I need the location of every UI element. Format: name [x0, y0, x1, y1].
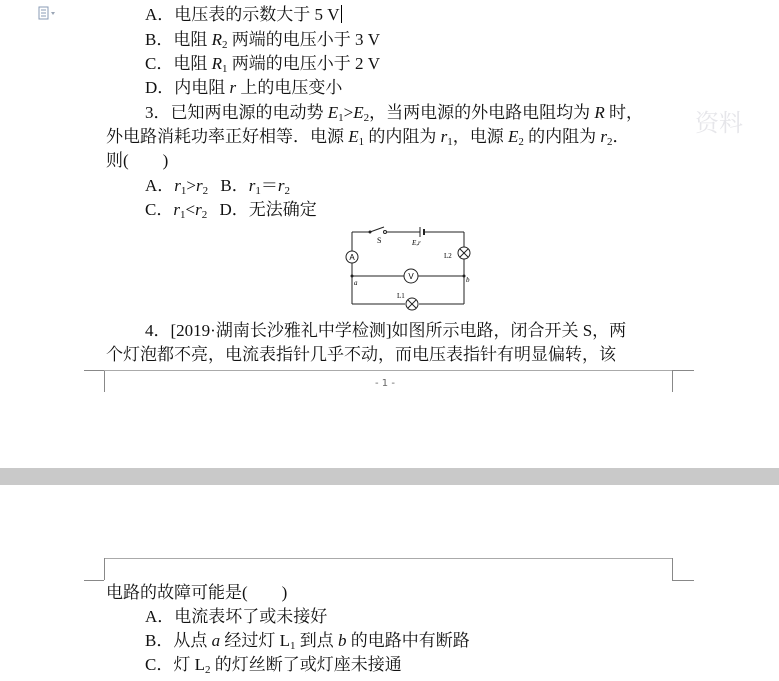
node-a [351, 275, 354, 278]
switch-contact [369, 231, 372, 234]
ammeter-label: A [349, 253, 355, 262]
q4-line-1: 4．[2019·湖南长沙雅礼中学检测]如图所示电路，闭合开关 S，两 [145, 321, 627, 340]
q4-option-c: C．灯 $L_2$ 的灯丝断了或灯座未接通 [145, 655, 402, 676]
lamp-l2-label: L2 [444, 252, 452, 260]
document-page-2 [0, 485, 779, 677]
lamp-l1-label: L1 [397, 292, 405, 300]
page-gap [0, 468, 779, 485]
margin-mark [672, 558, 673, 580]
q4-continuation: 电路的故障可能是( ) [106, 583, 288, 602]
document-icon[interactable] [38, 6, 56, 20]
switch-contact [384, 231, 387, 234]
q3-options-ab: A．$r_1>r_2$ B．$r_1=r_2$ [145, 176, 290, 197]
voltmeter-label: V [408, 272, 414, 281]
node-b-label: b [466, 276, 470, 284]
circuit-diagram [340, 220, 476, 312]
margin-mark [84, 580, 104, 581]
footer-line [104, 370, 672, 371]
q2-option-c: C．电阻 $R_1$ 两端的电压小于 2 V [145, 54, 381, 75]
text-cursor [341, 5, 342, 23]
margin-mark [104, 558, 105, 580]
margin-mark [84, 370, 104, 371]
q2-option-a: A．电压表的示数大于 5 V [145, 5, 340, 24]
margin-mark [672, 580, 694, 581]
q3-line-3: 则( ) [106, 151, 169, 170]
header-line [104, 558, 672, 559]
q2-option-d: D．内电阻 r 上的电压变小 [145, 78, 343, 97]
page-number: - 1 - [375, 378, 395, 389]
q4-line-2: 个灯泡都不亮，电流表指针几乎不动，而电压表指针有明显偏转，该 [106, 345, 616, 364]
margin-mark [104, 370, 105, 392]
margin-mark [672, 370, 694, 371]
q2-option-b: B．电阻 $R_2$ 两端的电压小于 3 V [145, 30, 381, 51]
margin-mark [672, 370, 673, 392]
q4-option-a: A．电流表坏了或未接好 [145, 607, 328, 626]
source-label: E,r [412, 239, 421, 247]
q3-options-cd: C．$r_1<r_2$ D．无法确定 [145, 200, 317, 221]
switch-label: S [377, 236, 382, 245]
watermark: 资料 [695, 109, 743, 137]
q3-line-1: 3．已知两电源的电动势 $E_1>E_2$，当两电源的外电路电阻均为 R 时， [145, 103, 644, 124]
q4-option-b: B．从点 a 经过灯 $L_1$ 到点 b 的电路中有断路 [145, 631, 470, 652]
node-a-label: a [354, 279, 358, 287]
q3-line-2: 外电路消耗功率正好相等．电源 $E_1$ 的内阻为 $r_1$，电源 $E_2$ 的内阻为 $r_2$． [106, 127, 630, 148]
